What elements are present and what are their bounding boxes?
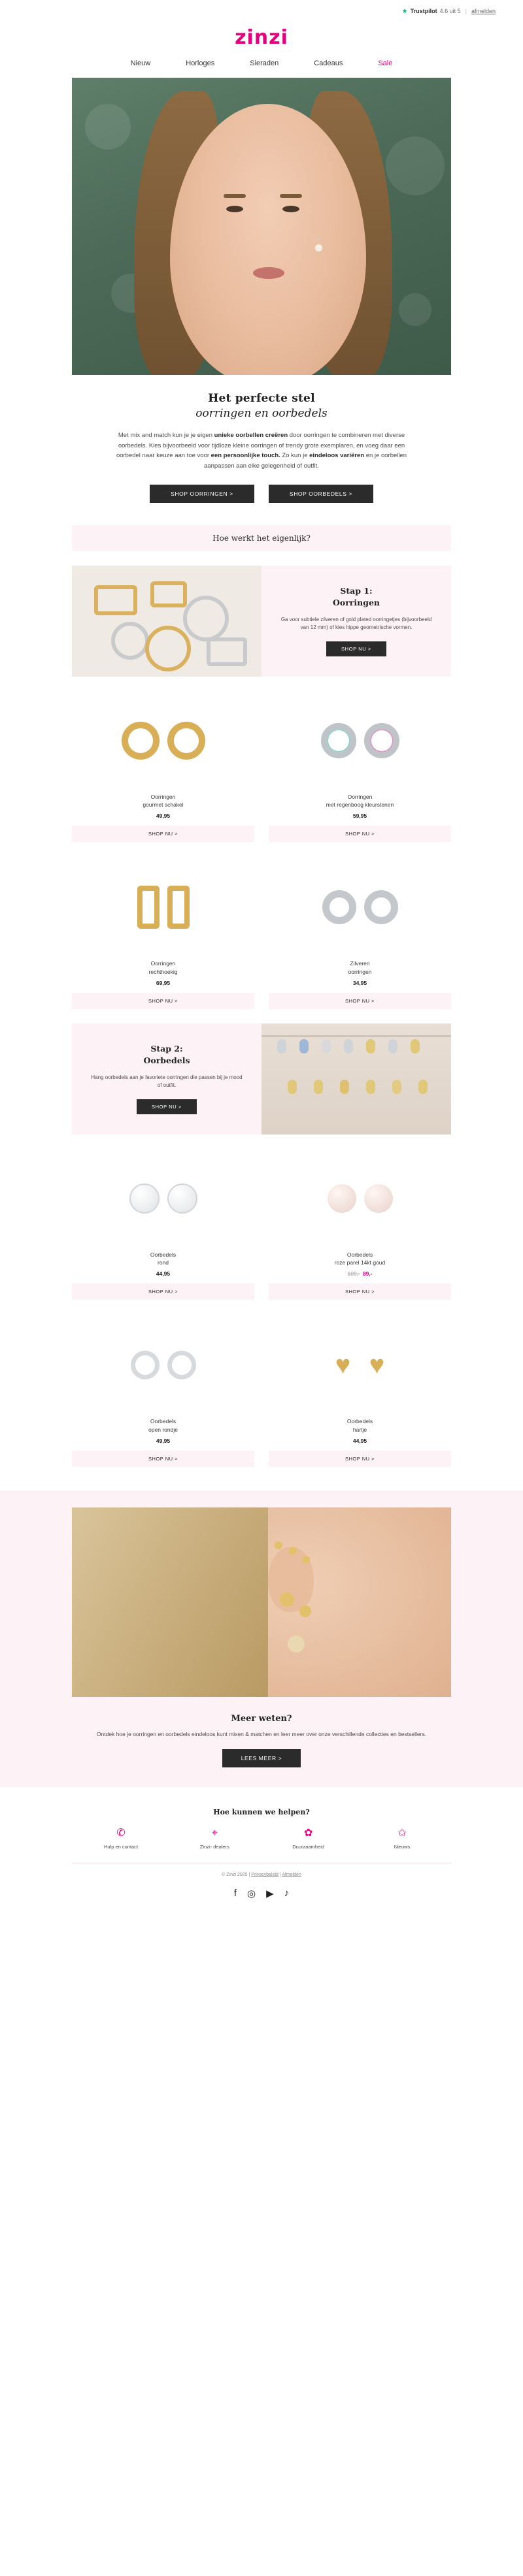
lees-meer-button[interactable]: LEES MEER > [222,1749,301,1767]
charms-display-photo [262,1023,451,1135]
product-title: Oorringen met regenboog kleurstenen [326,793,394,809]
product-card[interactable] [72,861,254,1009]
product-grid-oorbedels [72,1153,451,1467]
nav-item-sale[interactable]: Sale [378,59,393,67]
nav-item-nieuw[interactable]: Nieuw [130,59,151,67]
product-shop-button[interactable]: SHOP NU > [269,826,451,842]
product-card[interactable] [72,1319,254,1467]
facebook-icon[interactable]: f [233,1888,237,1899]
product-image-pearl-charm [269,1153,451,1244]
help-title: Hoe kunnen we helpen? [213,1808,310,1817]
product-title: Oorringen gourmet schakel [143,793,184,809]
product-new-price: 89,- [362,1270,373,1278]
footer [0,1863,523,1884]
separator: | [279,1873,281,1878]
product-card[interactable] [269,861,451,1009]
product-title: Zilveren oorringen [348,960,372,975]
product-card[interactable] [72,695,254,843]
brand-logo[interactable]: zinzi [235,26,288,49]
help-item-label: Hulp en contact [103,1844,139,1850]
product-image-gold-rect [72,861,254,953]
product-image-round-charm [72,1153,254,1244]
intro-section [72,375,451,503]
heart-icon: ♥ [335,1351,351,1380]
shop-oorringen-button[interactable]: SHOP OORRINGEN > [150,485,254,503]
product-price: 44,95 [352,1437,367,1444]
step-2-text [72,1023,262,1135]
step-2-title: Stap 2: Oorbedels [143,1044,190,1066]
product-shop-button[interactable]: SHOP NU > [72,993,254,1009]
product-title: Oorbedels hartje [346,1418,373,1433]
location-pin-icon: ⌖ [211,1827,218,1839]
nav-item-sieraden[interactable]: Sieraden [250,59,279,67]
social-links [0,1884,523,1916]
product-old-price: 109,- [347,1270,360,1278]
help-item-dealers[interactable] [172,1828,257,1850]
page-subtitle: oorringen en oorbedels [195,407,328,420]
trustpilot-rating: 4.6 uit 5 [439,8,461,14]
hoop-earrings-photo [72,566,262,677]
product-card[interactable] [269,1153,451,1300]
product-image-gold-hoops [72,695,254,786]
topbar [0,0,523,22]
separator: | [248,1873,250,1878]
nav-item-horloges[interactable]: Horloges [186,59,215,67]
help-items-row [72,1828,451,1850]
product-card[interactable] [72,1153,254,1300]
help-item-label: Zinzi- dealers [199,1844,229,1850]
intro-paragraph: Met mix and match kun je je eigen unieke oorbellen creëren door oorringen te combineren met diverse oorbedels. Kies bijvoorbeeld voor tijdloze kleine oorringen of trendy grote exemplaren, en voeg daar een oorbedel naar keuze aan toe voor een persoonlijke touch. Zo kun je eindeloos variëren en je oorbellen aanpassen aan elke gelegenheid of outfit. [116,432,407,470]
meer-weten-body: Ontdek hoe je oorringen en oorbedels eindeloos kunt mixen & matchen en leer meer over onze verschillende collecties en bestsellers. [96,1730,427,1737]
phone-icon: ✆ [116,1827,126,1839]
product-shop-button[interactable]: SHOP NU > [72,1451,254,1467]
product-price: 49,95 [156,1437,171,1444]
product-price: 69,95 [156,979,171,986]
meer-weten-section [0,1490,523,1788]
product-grid-oorringen [72,695,451,1009]
hero-image [72,78,451,375]
product-shop-button[interactable]: SHOP NU > [269,1451,451,1467]
shop-oorbedels-button[interactable]: SHOP OORBEDELS > [269,485,373,503]
step-1-shop-button[interactable]: SHOP NU > [326,641,386,656]
product-title: Oorbedels rond [150,1251,177,1266]
product-price: 49,95 [156,813,171,820]
help-item-label: Duurzaamheid [292,1844,325,1850]
footer-unsubscribe-link[interactable]: Afmelden [282,1873,301,1878]
product-shop-button[interactable]: SHOP NU > [72,826,254,842]
youtube-icon[interactable]: ▶ [266,1888,274,1900]
leaf-icon: ✿ [303,1827,313,1839]
product-shop-button[interactable]: SHOP NU > [269,993,451,1009]
page-title: Het perfecte stel [208,392,315,405]
product-price [269,1270,451,1277]
product-shop-button[interactable]: SHOP NU > [72,1283,254,1300]
help-item-duurzaamheid[interactable] [266,1828,351,1850]
product-image-silver-hoops [269,861,451,953]
step-1-title: Stap 1: Oorringen [332,586,380,608]
product-title: Oorringen rechthoekig [148,960,178,975]
heart-icon: ♥ [369,1351,385,1380]
trustpilot-label: Trustpilot [410,8,437,14]
product-image-heart-charm [269,1319,451,1411]
logo-wrapper [0,22,523,59]
step-2-shop-button[interactable]: SHOP NU > [137,1099,197,1114]
unsubscribe-link[interactable]: afmelden [471,8,496,14]
instagram-icon[interactable]: ◎ [247,1888,256,1900]
closeup-ear-photo [72,1507,451,1697]
step-1-text [262,566,451,677]
star-icon: ★ [401,7,408,15]
product-price: 59,95 [352,813,367,820]
product-title: Oorbedels open rondje [148,1418,178,1433]
help-section [72,1808,451,1850]
earring-highlight [315,244,322,251]
product-price: 44,95 [156,1270,171,1278]
intro-cta-row [72,485,451,503]
star-icon: ✩ [397,1827,407,1839]
trustpilot-badge[interactable] [402,8,496,15]
product-card[interactable] [269,1319,451,1467]
help-item-label: Nieuws [394,1844,411,1850]
product-shop-button[interactable]: SHOP NU > [269,1283,451,1300]
step-1-block [72,566,451,677]
product-image-rainbow-hoops [269,695,451,786]
step-2-block [72,1023,451,1135]
step-1-body: Ga voor subtiele zilveren of gold plated oorringetjes (bijvoorbeeld van 12 mm) of kies hippe geometrische vormen. [280,616,432,631]
privacy-link[interactable]: Privacybeleid [251,1873,278,1878]
help-item-contact[interactable] [78,1828,163,1850]
how-it-works-heading: Hoe werkt het eigenlijk? [72,525,451,551]
product-price: 34,95 [352,979,367,986]
product-image-open-circle [72,1319,254,1411]
nav-item-cadeaus[interactable]: Cadeaus [314,59,343,67]
product-card[interactable] [269,695,451,843]
step-2-body: Hang oorbedels aan je favoriete oorringen die passen bij je mood of outfit. [91,1074,243,1089]
help-item-nieuws[interactable] [360,1828,445,1850]
product-title: Oorbedels roze parel 14kt goud [334,1251,386,1266]
main-nav [0,59,523,78]
meer-weten-title: Meer weten? [231,1713,292,1724]
tiktok-icon[interactable]: ♪ [284,1888,290,1899]
separator: | [465,8,467,14]
copyright-text: © Zinzi 2025 [222,1873,248,1878]
meer-weten-text [92,1714,431,1768]
